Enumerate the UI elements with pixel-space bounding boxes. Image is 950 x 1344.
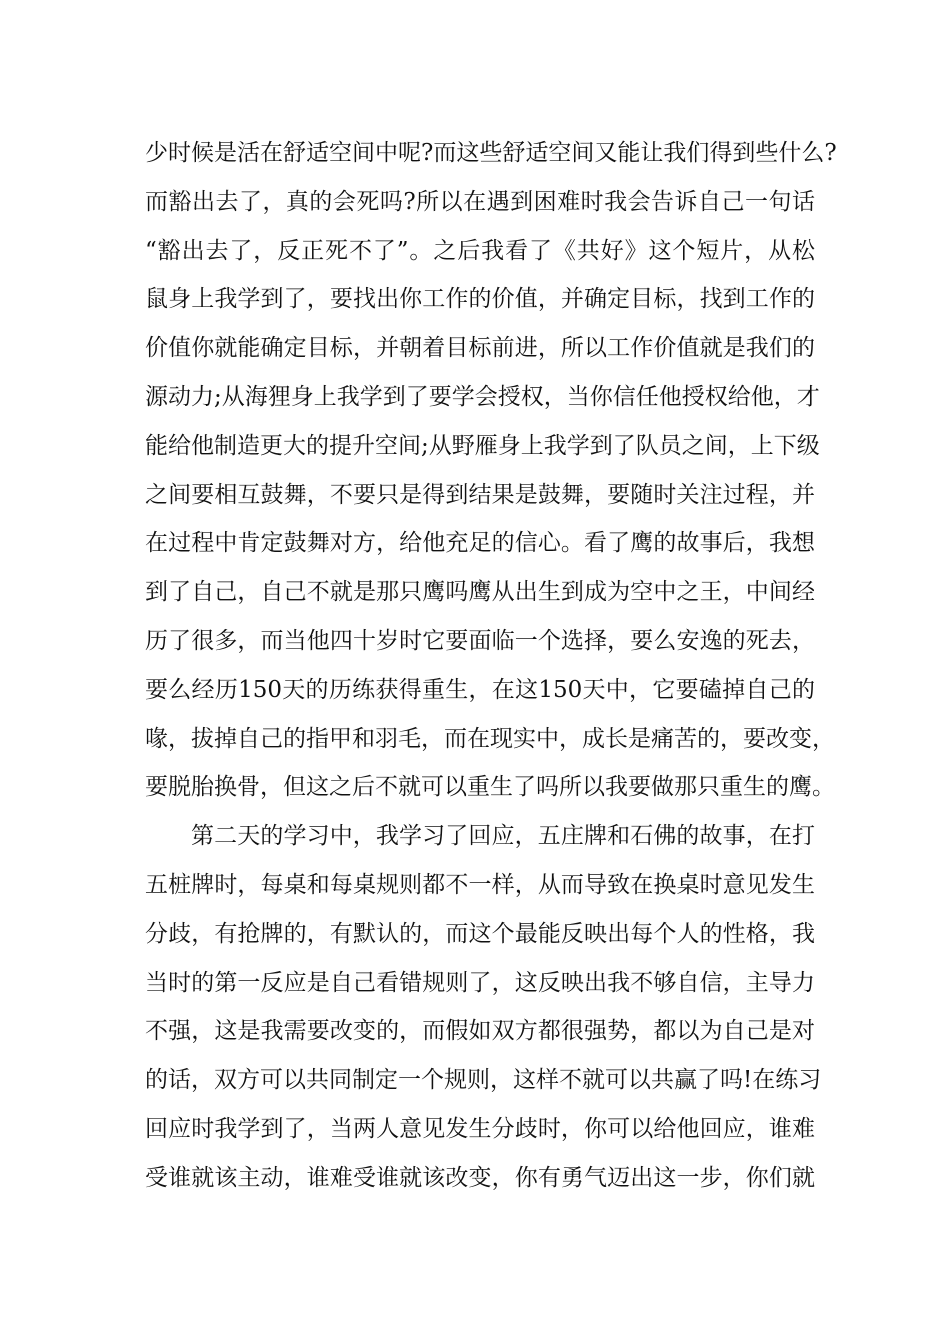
text-line: 少时候是活在舒适空间中呢?而这些舒适空间又能让我们得到些什么? bbox=[145, 140, 837, 166]
body-text bbox=[145, 129, 837, 1203]
text-line: 五桩牌时，每桌和每桌规则都不一样，从而导致在换桌时意见发生 bbox=[145, 871, 815, 898]
text-line: 能给他制造更大的提升空间;从野雁身上我学到了队员之间，上下级 bbox=[145, 432, 820, 459]
text-line: 喙，拔掉自己的指甲和羽毛，而在现实中，成长是痛苦的，要改变， bbox=[145, 725, 835, 752]
text-line: 价值你就能确定目标，并朝着目标前进，所以工作价值就是我们的 bbox=[145, 335, 815, 362]
text-line: 要脱胎换骨，但这之后不就可以重生了吗所以我要做那只重生的鹰。 bbox=[145, 774, 835, 801]
text-line: 受谁就该主动，谁难受谁就该改变，你有勇气迈出这一步，你们就 bbox=[145, 1164, 815, 1191]
text-line: 回应时我学到了，当两人意见发生分歧时，你可以给他回应，谁难 bbox=[145, 1115, 815, 1142]
text-line: 在过程中肯定鼓舞对方，给他充足的信心。看了鹰的故事后，我想 bbox=[145, 530, 815, 557]
text-line: 源动力;从海狸身上我学到了要学会授权，当你信任他授权给他，才 bbox=[145, 383, 820, 410]
text-line: 到了自己，自己不就是那只鹰吗鹰从出生到成为空中之王，中间经 bbox=[145, 579, 815, 606]
text-line: “豁出去了，反正死不了”。之后我看了《共好》这个短片，从松 bbox=[145, 237, 815, 264]
text-line: 而豁出去了，真的会死吗?所以在遇到困难时我会告诉自己一句话 bbox=[145, 188, 815, 215]
text-line: 历了很多，而当他四十岁时它要面临一个选择，要么安逸的死去， bbox=[145, 627, 815, 654]
text-line: 当时的第一反应是自己看错规则了，这反映出我不够自信，主导力 bbox=[145, 969, 815, 996]
text-line: 之间要相互鼓舞，不要只是得到结果是鼓舞，要随时关注过程，并 bbox=[145, 481, 815, 508]
text-line: 分歧，有抢牌的，有默认的，而这个最能反映出每个人的性格，我 bbox=[145, 920, 815, 947]
text-line: 不强，这是我需要改变的，而假如双方都很强势，都以为自己是对 bbox=[145, 1018, 815, 1045]
text-line: 要么经历150天的历练获得重生，在这150天中，它要磕掉自己的 bbox=[145, 676, 815, 703]
paragraph-first-line: 第二天的学习中，我学习了回应，五庄牌和石佛的故事，在打 bbox=[191, 823, 815, 850]
text-line: 鼠身上我学到了，要找出你工作的价值，并确定目标，找到工作的 bbox=[145, 286, 815, 313]
text-line: 的话，双方可以共同制定一个规则，这样不就可以共赢了吗!在练习 bbox=[145, 1067, 822, 1094]
